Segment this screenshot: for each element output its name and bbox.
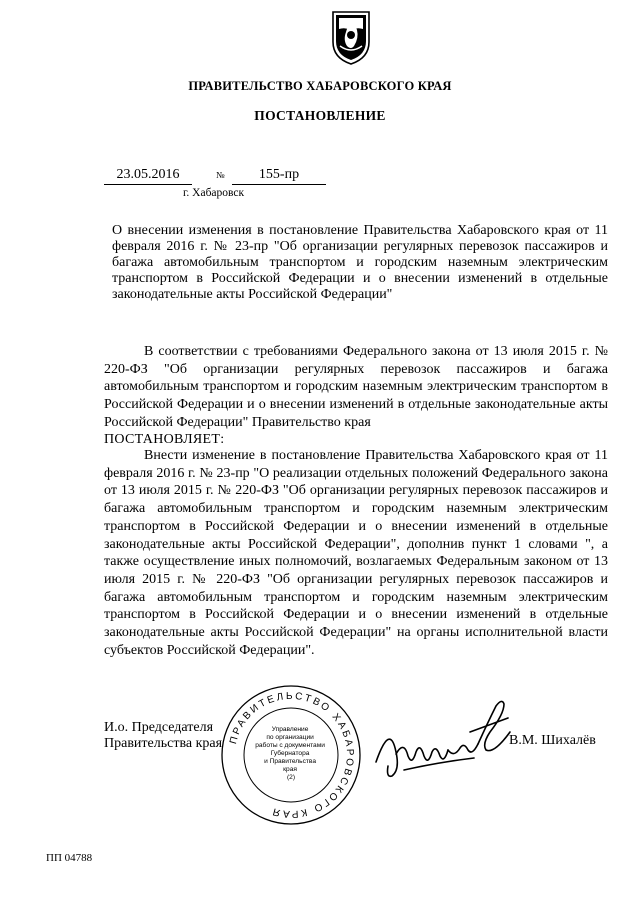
document-subject: О внесении изменения в постановление Правительства Хабаровского края от 11 февраля 2016 г. № 23-пр "Об организации регулярных перевозок пассажиров и багажа автомобильным транспортом и городским наземным электрическим транспортом в Российской Федерации и о внесении изменений в отдельные законодательные акты Российской Федерации" <box>112 223 608 302</box>
document-date: 23.05.2016 <box>104 166 192 185</box>
government-title: ПРАВИТЕЛЬСТВО ХАБАРОВСКОГО КРАЯ <box>188 79 452 93</box>
official-stamp <box>219 683 363 827</box>
stamp-center-line: Губернатора <box>270 750 310 757</box>
number-sign: № <box>216 170 225 180</box>
stamp-center-line: (2) <box>286 774 296 781</box>
body-paragraph-basis: В соответствии с требованиями Федерального закона от 13 июля 2015 г. № 220-ФЗ "Об организации регулярных перевозок пассажиров и багажа автомобильным транспортом и городским наземным электрическим транспортом в Российской Федерации и о внесении изменений в отдельные законодательные акты Российской Федерации" Правительство края <box>104 344 608 430</box>
stamp-center-line: Управление <box>271 726 309 733</box>
stamp-center-line: по организации <box>266 734 314 741</box>
document-code: ПП 04788 <box>46 852 93 864</box>
stamp-ring-text: ПРАВИТЕЛЬСТВО ХАБАРОВСКОГО КРАЯ <box>228 690 356 820</box>
signatory-position-line2: Правительства края <box>104 736 223 751</box>
stamp-center-line: края <box>283 766 297 773</box>
resolves-heading: ПОСТАНОВЛЯЕТ: <box>104 432 225 447</box>
signatory-position <box>104 720 222 752</box>
signatory-name: В.М. Шихалёв <box>509 733 596 748</box>
stamp-center-line: и Правительства <box>264 758 317 765</box>
handwritten-signature <box>370 692 515 787</box>
signatory-position-line1: И.о. Председателя <box>104 720 214 735</box>
city-label: г. Хабаровск <box>183 187 245 199</box>
document-type: ПОСТАНОВЛЕНИЕ <box>254 108 386 123</box>
body-paragraph-resolution: Внести изменение в постановление Правительства Хабаровского края от 11 февраля 2016 г. № 23-пр "О реализации отдельных положений Федерального закона от 13 июля 2015 г. № 220-ФЗ "Об организации регулярных перевозок пассажиров и багажа автомобильным транспортом и городским наземным электрическим транспортом в Российской Федерации и о внесении изменений в отдельные законодательные акты Российской Федерации", дополнив пункт 1 словами ", а также осуществление иных полномочий, возлагаемых Федеральным законом от 13 июля 2015 г. № 220-ФЗ "Об организации регулярных перевозок пассажиров и багажа автомобильным транспортом и городским наземным электрическим транспортом в Российской Федерации и о внесении изменений в отдельные законодательные акты Российской Федерации" на органы исполнительной власти субъектов Российской Федерации". <box>104 448 608 658</box>
document-number: 155-пр <box>232 166 326 185</box>
svg-text:Управление по организации <box>255 726 327 781</box>
coat-of-arms-emblem <box>329 8 373 66</box>
stamp-center-line: работы с документами <box>255 742 325 749</box>
